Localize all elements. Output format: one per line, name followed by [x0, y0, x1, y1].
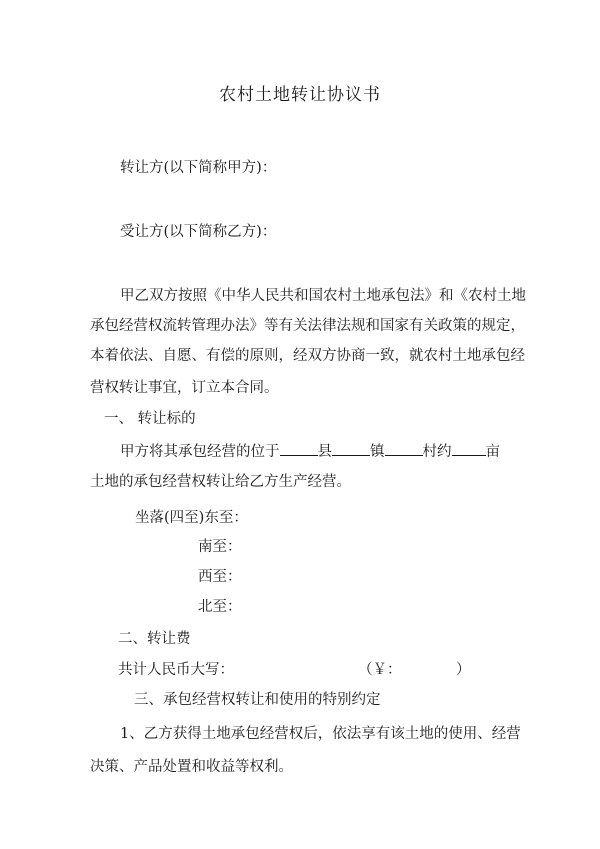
section1-text-a: 甲方将其承包经营的位于: [120, 444, 280, 460]
town-unit: 镇: [370, 444, 385, 460]
area-unit: 亩: [485, 444, 500, 460]
location-south: 南至：: [198, 539, 242, 555]
amount-symbol: （￥：: [358, 662, 402, 678]
village-blank: [385, 440, 423, 456]
amount-label: 共计人民币大写：: [118, 662, 234, 678]
town-blank: [332, 440, 370, 456]
document-title: 农村土地转让协议书: [219, 85, 381, 105]
preamble-line-3: 本着依法、自愿、有偿的原则，经双方协商一致，就农村土地承包经: [90, 348, 525, 364]
preamble-line-2: 承包经营权流转管理办法》等有关法律法规和国家有关政策的规定，: [90, 318, 525, 334]
village-unit: 村约: [422, 444, 452, 460]
amount-close: ）: [456, 662, 471, 678]
clause1-line-1: 1、乙方获得土地承包经营权后，依法享有该土地的使用、经营: [120, 726, 521, 742]
transferee-label: 受让方(以下简称乙方)：: [120, 224, 277, 240]
section1-heading: 一、 转让标的: [104, 411, 196, 427]
county-unit: 县: [317, 444, 332, 460]
location-north: 北至：: [198, 599, 242, 615]
transferor-label: 转让方(以下简称甲方)：: [120, 160, 277, 176]
clause1-line-2: 决策、产品处置和收益等权利。: [90, 759, 293, 775]
section1-line-1: [120, 440, 500, 462]
location-west: 西至：: [198, 569, 242, 585]
location-east: 坐落(四至)东至：: [135, 510, 248, 526]
county-blank: [280, 440, 318, 456]
area-blank: [452, 440, 486, 456]
section3-heading: 三、承包经营权转让和使用的特别约定: [134, 692, 381, 708]
section2-heading: 二、转让费: [118, 631, 191, 647]
preamble-line-4: 营权转让事宜，订立本合同。: [90, 380, 279, 396]
section1-line-2: 土地的承包经营权转让给乙方生产经营。: [90, 474, 351, 490]
preamble-line-1: 甲乙双方按照《中华人民共和国农村土地承包法》和《农村土地: [120, 288, 526, 304]
